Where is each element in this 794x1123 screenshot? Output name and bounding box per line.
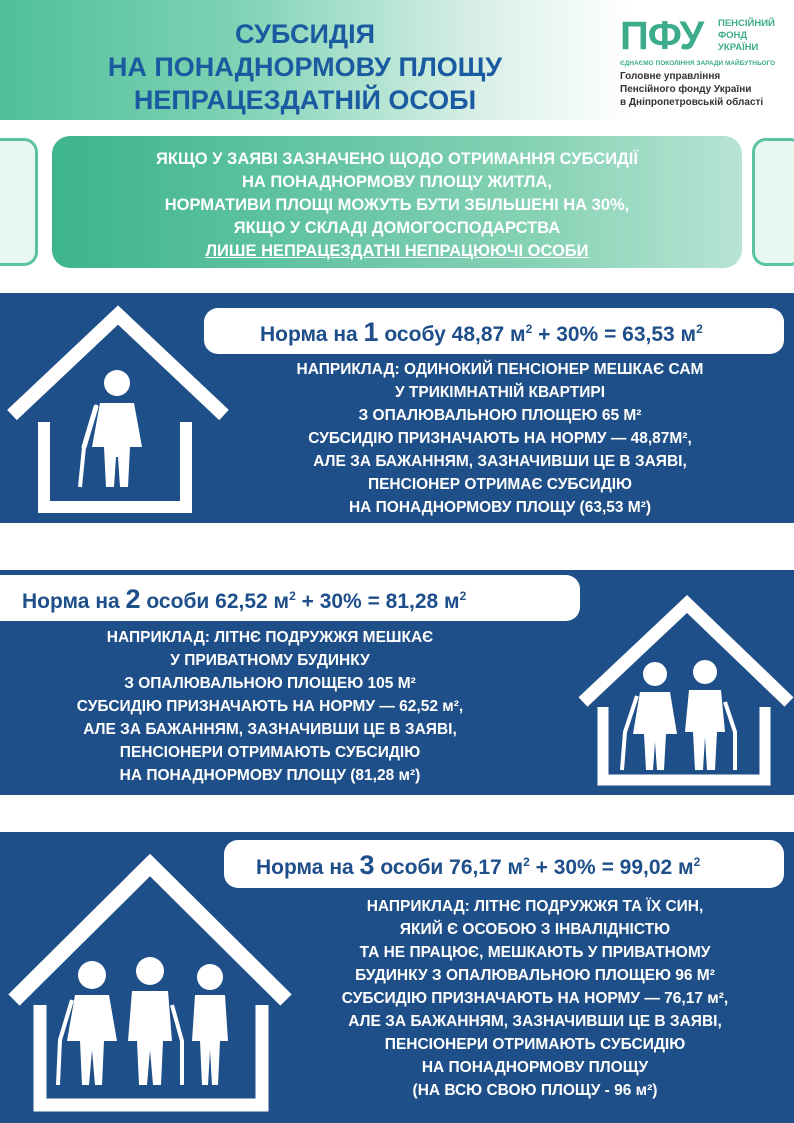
example-line: НА ПОНАДНОРМОВУ ПЛОЩУ (81,28 м²) [119, 767, 421, 784]
intro-line: НОРМАТИВИ ПЛОЩІ МОЖУТЬ БУТИ ЗБІЛЬШЕНІ НА 30%, [164, 196, 630, 214]
example-line: СУБСИДІЮ ПРИЗНАЧАЮТЬ НА НОРМУ — 48,87М², [308, 430, 692, 447]
example-line: (НА ВСЮ СВОЮ ПЛОЩУ - 96 м²) [412, 1082, 658, 1099]
example-line: АЛЕ ЗА БАЖАННЯМ, ЗАЗНАЧИВШИ ЦЕ В ЗАЯВІ, [83, 721, 457, 738]
norm-pill-3: Норма на 3 особи 76,17 $м^2 + 30\% = 99,02$ $м^2$ [224, 840, 784, 888]
intro-line-underlined: ЛИШЕ НЕПРАЦЕЗДАТНІ НЕПРАЦЮЮЧІ ОСОБИ [205, 242, 589, 260]
example-line: У ПРИВАТНОМУ БУДИНКУ [170, 652, 370, 669]
example-line: НАПРИКЛАД: ОДИНОКИЙ ПЕНСІОНЕР МЕШКАЄ САМ [296, 361, 704, 378]
example-line: У ТРИКІМНАТНІЙ КВАРТИРІ [394, 384, 606, 401]
pfu-logo [620, 16, 790, 112]
example-line: СУБСИДІЮ ПРИЗНАЧАЮТЬ НА НОРМУ — 76,17 м², [341, 990, 729, 1007]
norm-pill-1: Норма на 1 особу 48,87 $м^2 + 30\% = 63,53$ $м^2$ [204, 308, 784, 354]
norm-pill-2: Норма на 2 особи 62,52 $м^2 + 30\% = 81,28$ $м^2$ [0, 575, 580, 621]
example-line: НАПРИКЛАД: ЛІТНЄ ПОДРУЖЖЯ ТА ЇХ СИН, [366, 898, 704, 915]
logo-name-line: ПЕНСІЙНИЙ [718, 18, 775, 29]
example-line: АЛЕ ЗА БАЖАННЯМ, ЗАЗНАЧИВШИ ЦЕ В ЗАЯВІ, [313, 453, 687, 470]
logo-name-line: ФОНД [718, 30, 748, 41]
title-line: НА ПОНАДНОРМОВУ ПЛОЩУ [107, 52, 503, 82]
example-text-3 [300, 895, 770, 1102]
example-line: БУДИНКУ З ОПАЛЮВАЛЬНОЮ ПЛОЩЕЮ 96 М² [355, 967, 715, 984]
example-text-1 [230, 358, 770, 519]
department-line: Головне управління [620, 71, 721, 82]
decorative-tab-right [752, 138, 794, 266]
example-line: СУБСИДІЮ ПРИЗНАЧАЮТЬ НА НОРМУ — 62,52 м², [76, 698, 464, 715]
intro-line: ЯКЩО У СКЛАДІ ДОМОГОСПОДАРСТВА [233, 219, 561, 237]
department-name [620, 70, 763, 109]
intro-line: НА ПОНАДНОРМОВУ ПЛОЩУ ЖИТЛА, [241, 173, 552, 191]
logo-slogan: ЄДНАЄМО ПОКОЛІННЯ ЗАРАДИ МАЙБУТНЬОГО [620, 60, 776, 67]
person-count: 3 [359, 850, 375, 880]
logo-mark: ПФУ [620, 14, 704, 58]
logo-name-line: УКРАЇНИ [718, 42, 759, 53]
example-line: НАПРИКЛАД: ЛІТНЄ ПОДРУЖЖЯ МЕШКАЄ [106, 629, 434, 646]
example-line: ЯКИЙ Є ОСОБОЮ З ІНВАЛІДНІСТЮ [399, 921, 671, 938]
title-line: НЕПРАЦЕЗДАТНІЙ ОСОБІ [133, 85, 477, 115]
example-line: З ОПАЛЮВАЛЬНОЮ ПЛОЩЕЮ 65 М² [358, 407, 642, 424]
department-line: Пенсійного фонду України [620, 84, 752, 95]
house-with-elderly-woman-icon [0, 297, 230, 517]
example-line: ТА НЕ ПРАЦЮЄ, МЕШКАЮТЬ У ПРИВАТНОМУ [359, 944, 711, 961]
example-line: ПЕНСІОНЕР ОТРИМАЄ СУБСИДІЮ [367, 476, 633, 493]
person-count: 1 [363, 317, 379, 347]
example-line: НА ПОНАДНОРМОВУ ПЛОЩУ (63,53 М²) [348, 499, 652, 516]
intro-line: ЯКЩО У ЗАЯВІ ЗАЗНАЧЕНО ЩОДО ОТРИМАННЯ СУБСИДІЇ [156, 150, 638, 168]
example-text-2 [20, 626, 520, 787]
house-with-elderly-couple-icon [575, 592, 794, 792]
person-count: 2 [125, 584, 141, 614]
page-title [70, 18, 540, 117]
example-line: З ОПАЛЮВАЛЬНОЮ ПЛОЩЕЮ 105 М² [124, 675, 416, 692]
example-line: АЛЕ ЗА БАЖАННЯМ, ЗАЗНАЧИВШИ ЦЕ В ЗАЯВІ, [348, 1013, 722, 1030]
logo-name [718, 18, 775, 54]
example-line: НА ПОНАДНОРМОВУ ПЛОЩУ [421, 1059, 649, 1076]
department-line: в Дніпропетровській області [620, 97, 764, 108]
title-line: СУБСИДІЯ [234, 19, 376, 49]
example-line: ПЕНСІОНЕРИ ОТРИМАЮТЬ СУБСИДІЮ [119, 744, 421, 761]
decorative-tab-left [0, 138, 38, 266]
example-line: ПЕНСІОНЕРИ ОТРИМАЮТЬ СУБСИДІЮ [384, 1036, 686, 1053]
intro-banner [52, 136, 742, 268]
